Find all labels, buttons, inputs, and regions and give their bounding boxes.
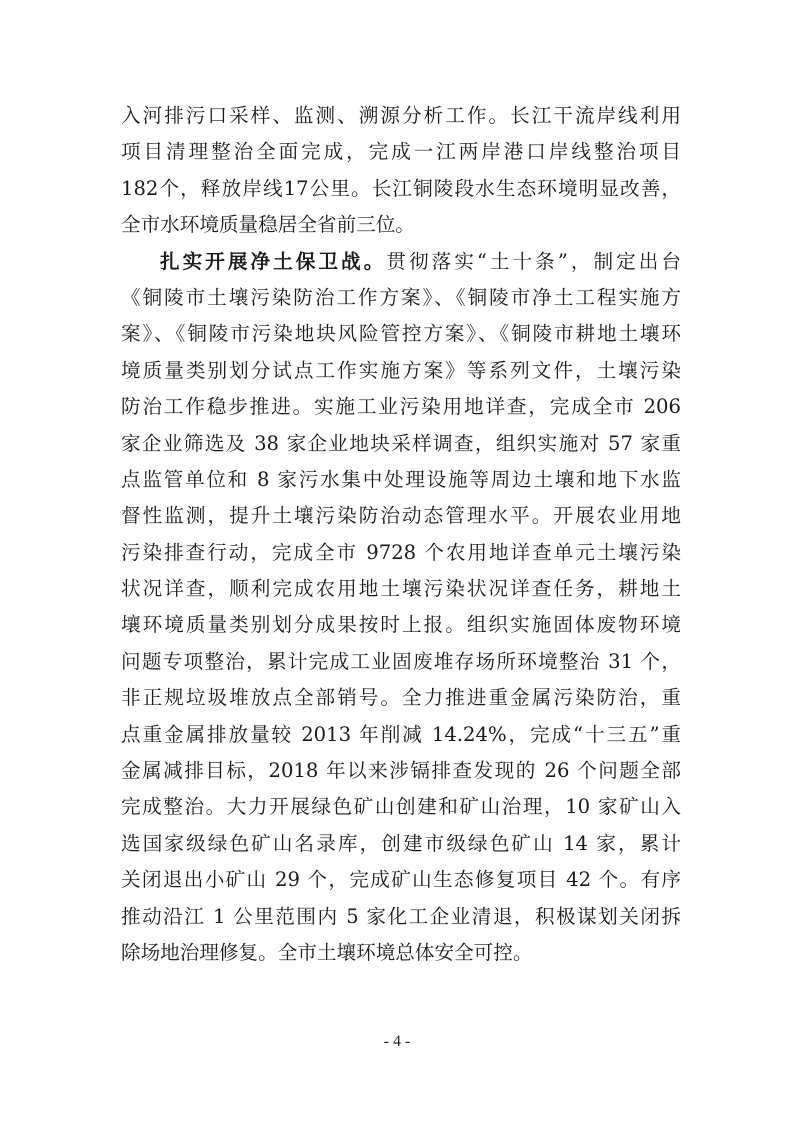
text-line: 全市水环境质量稳居全省前三位。 <box>121 213 415 237</box>
text-line: 非正规垃圾堆放点全部销号。全力推进重金属污染防治，重 <box>121 686 681 710</box>
text-line: 家企业筛选及 38 家企业地块采样调查，组织实施对 57 家重 <box>121 431 681 455</box>
paragraph-soil-protection <box>121 244 681 972</box>
text-line: 境质量类别划分试点工作实施方案》等系列文件，土壤污染 <box>121 358 681 382</box>
text-line: 督性监测，提升土壤污染防治动态管理水平。开展农业用地 <box>121 504 681 528</box>
text-line: 选国家级绿色矿山名录库，创建市级绿色矿山 14 家，累计 <box>121 831 681 855</box>
text-line: 除场地治理修复。全市土壤环境总体安全可控。 <box>121 940 533 964</box>
text-line: 点监管单位和 8 家污水集中处理设施等周边土壤和地下水监 <box>121 467 681 491</box>
page-number: - 4 - <box>383 1033 411 1050</box>
text-line: 完成整治。大力开展绿色矿山创建和矿山治理，10 家矿山入 <box>121 795 681 819</box>
body-text <box>121 98 681 971</box>
text-line: 金属减排目标，2018 年以来涉镉排查发现的 26 个问题全部 <box>121 759 681 783</box>
text-line: 项目清理整治全面完成，完成一江两岸港口岸线整治项目 <box>121 140 681 164</box>
paragraph-water-summary <box>121 98 681 244</box>
text-line: 状况详查，顺利完成农用地土壤污染状况详查任务，耕地土 <box>121 577 681 601</box>
text-line: 182个，释放岸线17公里。长江铜陵段水生态环境明显改善， <box>121 176 681 200</box>
text-line: 案》、《铜陵市污染地块风险管控方案》、《铜陵市耕地土壤环 <box>121 322 681 346</box>
text-line: 推动沿江 1 公里范围内 5 家化工企业清退，积极谋划关闭拆 <box>121 904 681 928</box>
text-span: 贯彻落实“土十条”，制定出台 <box>386 249 681 273</box>
text-line: 关闭退出小矿山 29 个，完成矿山生态修复项目 42 个。有序 <box>121 868 681 892</box>
text-line: 问题专项整治，累计完成工业固废堆存场所环境整治 31 个， <box>121 649 681 673</box>
text-line: 《铜陵市土壤污染防治工作方案》、《铜陵市净土工程实施方 <box>121 285 681 309</box>
text-line: 污染排查行动，完成全市 9728 个农用地详查单元土壤污染 <box>121 540 681 564</box>
text-line: 入河排污口采样、监测、溯源分析工作。长江干流岸线利用 <box>121 104 681 127</box>
text-line: 壤环境质量类别划分成果按时上报。组织实施固体废物环境 <box>121 613 681 637</box>
text-line <box>121 244 681 280</box>
text-line: 防治工作稳步推进。实施工业污染用地详查，完成全市 206 <box>121 395 681 419</box>
section-heading: 扎实开展净土保卫战。 <box>160 249 387 273</box>
text-line: 点重金属排放量较 2013 年削减 14.24%，完成“十三五”重 <box>121 722 681 746</box>
